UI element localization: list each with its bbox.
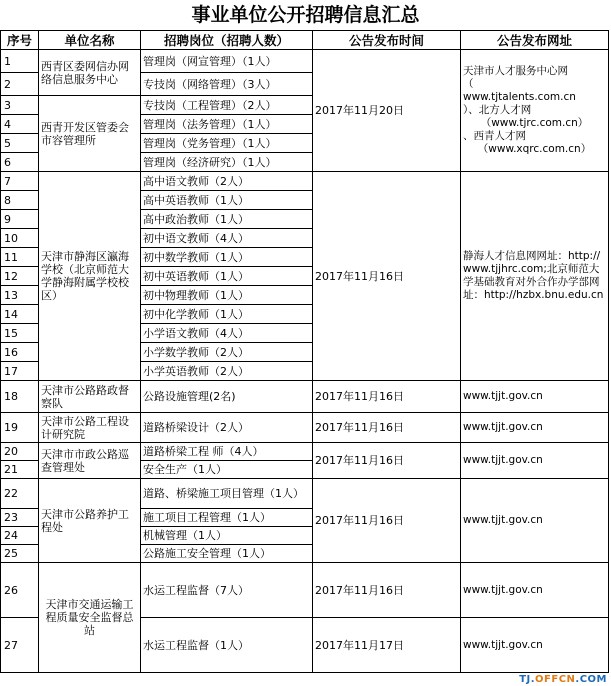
- header-idx: 序号: [1, 31, 39, 50]
- row-index: 12: [1, 267, 39, 286]
- position-cell: 水运工程监督（7人）: [141, 563, 313, 618]
- site-text: 、西青人才网: [463, 130, 526, 142]
- table-row: [1, 563, 609, 618]
- watermark-part: .COM: [575, 674, 607, 685]
- site-link[interactable]: www.tjtalents.com.cn: [463, 91, 576, 103]
- row-index: 11: [1, 248, 39, 267]
- site-link[interactable]: （www.xqrc.com.cn）: [477, 143, 592, 155]
- position-cell: 初中语文教师（4人）: [141, 229, 313, 248]
- row-index: 4: [1, 115, 39, 134]
- row-index: 21: [1, 461, 39, 479]
- table-row: [1, 413, 609, 443]
- position-cell: 高中政治教师（1人）: [141, 210, 313, 229]
- position-cell: 安全生产（1人）: [141, 461, 313, 479]
- publish-date: 2017年11月16日: [313, 381, 461, 413]
- unit-name: 西青区委网信办网络信息服务中心: [39, 50, 141, 96]
- site-link[interactable]: （www.tjrc.com.cn）: [480, 117, 589, 129]
- header-date: 公告发布时间: [313, 31, 461, 50]
- position-cell: 初中物理教师（1人）: [141, 286, 313, 305]
- unit-name: 西青开发区管委会市容管理所: [39, 96, 141, 172]
- header-position: 招聘岗位（招聘人数）: [141, 31, 313, 50]
- row-index: 20: [1, 443, 39, 461]
- position-cell: 公路施工安全管理（1人）: [141, 545, 313, 563]
- position-cell: 专技岗（工程管理）（2人）: [141, 96, 313, 115]
- unit-name: 天津市静海区瀛海学校（北京师范大学静海附属学校校区）: [39, 172, 141, 381]
- watermark-logo: [519, 674, 607, 685]
- row-index: 10: [1, 229, 39, 248]
- unit-name: 天津市市政公路巡查管理处: [39, 443, 141, 479]
- publish-date: 2017年11月16日: [313, 563, 461, 618]
- unit-name: 天津市公路工程设计研究院: [39, 413, 141, 443]
- position-cell: 专技岗（网络管理）（3人）: [141, 73, 313, 96]
- row-index: 18: [1, 381, 39, 413]
- position-cell: 水运工程监督（1人）: [141, 618, 313, 673]
- position-cell: 初中数学教师（1人）: [141, 248, 313, 267]
- site-text: （: [463, 78, 474, 90]
- table-row: [1, 479, 609, 509]
- publish-site[interactable]: www.tjjt.gov.cn: [461, 479, 609, 563]
- table-row: [1, 443, 609, 461]
- header-site: 公告发布网址: [461, 31, 609, 50]
- row-index: 24: [1, 527, 39, 545]
- position-cell: 施工项目工程管理（1人）: [141, 509, 313, 527]
- position-cell: 初中化学教师（1人）: [141, 305, 313, 324]
- publish-site[interactable]: 静海人才信息网网址：http://www.tjjhrc.com;北京师范大学基础教育对外合作办学部网址：http://hzbx.bnu.edu.cn: [461, 172, 609, 381]
- row-index: 23: [1, 509, 39, 527]
- table-row: [1, 50, 609, 73]
- unit-name: 天津市公路养护工程处: [39, 479, 141, 563]
- header-unit: 单位名称: [39, 31, 141, 50]
- position-cell: 初中英语教师（1人）: [141, 267, 313, 286]
- position-cell: 公路设施管理(2名): [141, 381, 313, 413]
- row-index: 6: [1, 153, 39, 172]
- row-index: 2: [1, 73, 39, 96]
- site-text: ）、北方人才网: [463, 104, 532, 116]
- position-cell: 道路桥梁工程 师（4人）: [141, 443, 313, 461]
- position-cell: 管理岗（党务管理）（1人）: [141, 134, 313, 153]
- position-cell: 管理岗（法务管理）（1人）: [141, 115, 313, 134]
- row-index: 3: [1, 96, 39, 115]
- publish-date: 2017年11月16日: [313, 172, 461, 381]
- row-index: 17: [1, 362, 39, 381]
- publish-site: [461, 50, 609, 172]
- position-cell: 高中语文教师（2人）: [141, 172, 313, 191]
- row-index: 16: [1, 343, 39, 362]
- position-cell: 道路、桥梁施工项目管理（1人）: [141, 479, 313, 509]
- position-cell: 小学语文教师（4人）: [141, 324, 313, 343]
- table-row: [1, 381, 609, 413]
- publish-date: 2017年11月17日: [313, 618, 461, 673]
- position-cell: 管理岗（网宣管理）（1人）: [141, 50, 313, 73]
- watermark-part: TJ.: [519, 674, 536, 685]
- row-index: 5: [1, 134, 39, 153]
- publish-date: 2017年11月16日: [313, 413, 461, 443]
- publish-site[interactable]: www.tjjt.gov.cn: [461, 563, 609, 618]
- position-cell: 机械管理（1人）: [141, 527, 313, 545]
- row-index: 7: [1, 172, 39, 191]
- header-row: [1, 31, 609, 50]
- row-index: 8: [1, 191, 39, 210]
- table-row: [1, 172, 609, 191]
- position-cell: 小学数学教师（2人）: [141, 343, 313, 362]
- row-index: 9: [1, 210, 39, 229]
- position-cell: 道路桥梁设计（2人）: [141, 413, 313, 443]
- recruitment-table: [0, 30, 609, 673]
- publish-site[interactable]: www.tjjt.gov.cn: [461, 443, 609, 479]
- site-text: 天津市人才服务中心网: [463, 65, 568, 77]
- row-index: 13: [1, 286, 39, 305]
- row-index: 19: [1, 413, 39, 443]
- publish-site[interactable]: www.tjjt.gov.cn: [461, 618, 609, 673]
- page-title: 事业单位公开招聘信息汇总: [191, 4, 420, 26]
- publish-date: 2017年11月16日: [313, 479, 461, 563]
- row-index: 14: [1, 305, 39, 324]
- row-index: 15: [1, 324, 39, 343]
- publish-site[interactable]: www.tjjt.gov.cn: [461, 413, 609, 443]
- watermark-part: OFFCN: [535, 674, 576, 685]
- position-cell: 小学英语教师（2人）: [141, 362, 313, 381]
- position-cell: 管理岗（经济研究）（1人）: [141, 153, 313, 172]
- position-cell: 高中英语教师（1人）: [141, 191, 313, 210]
- row-index: 1: [1, 50, 39, 73]
- unit-name: 天津市公路路政督察队: [39, 381, 141, 413]
- unit-name: 天津市交通运输工程质量安全监督总站: [39, 563, 141, 673]
- row-index: 27: [1, 618, 39, 673]
- row-index: 25: [1, 545, 39, 563]
- publish-date: 2017年11月16日: [313, 443, 461, 479]
- row-index: 22: [1, 479, 39, 509]
- row-index: 26: [1, 563, 39, 618]
- publish-site[interactable]: www.tjjt.gov.cn: [461, 381, 609, 413]
- publish-date: 2017年11月20日: [313, 50, 461, 172]
